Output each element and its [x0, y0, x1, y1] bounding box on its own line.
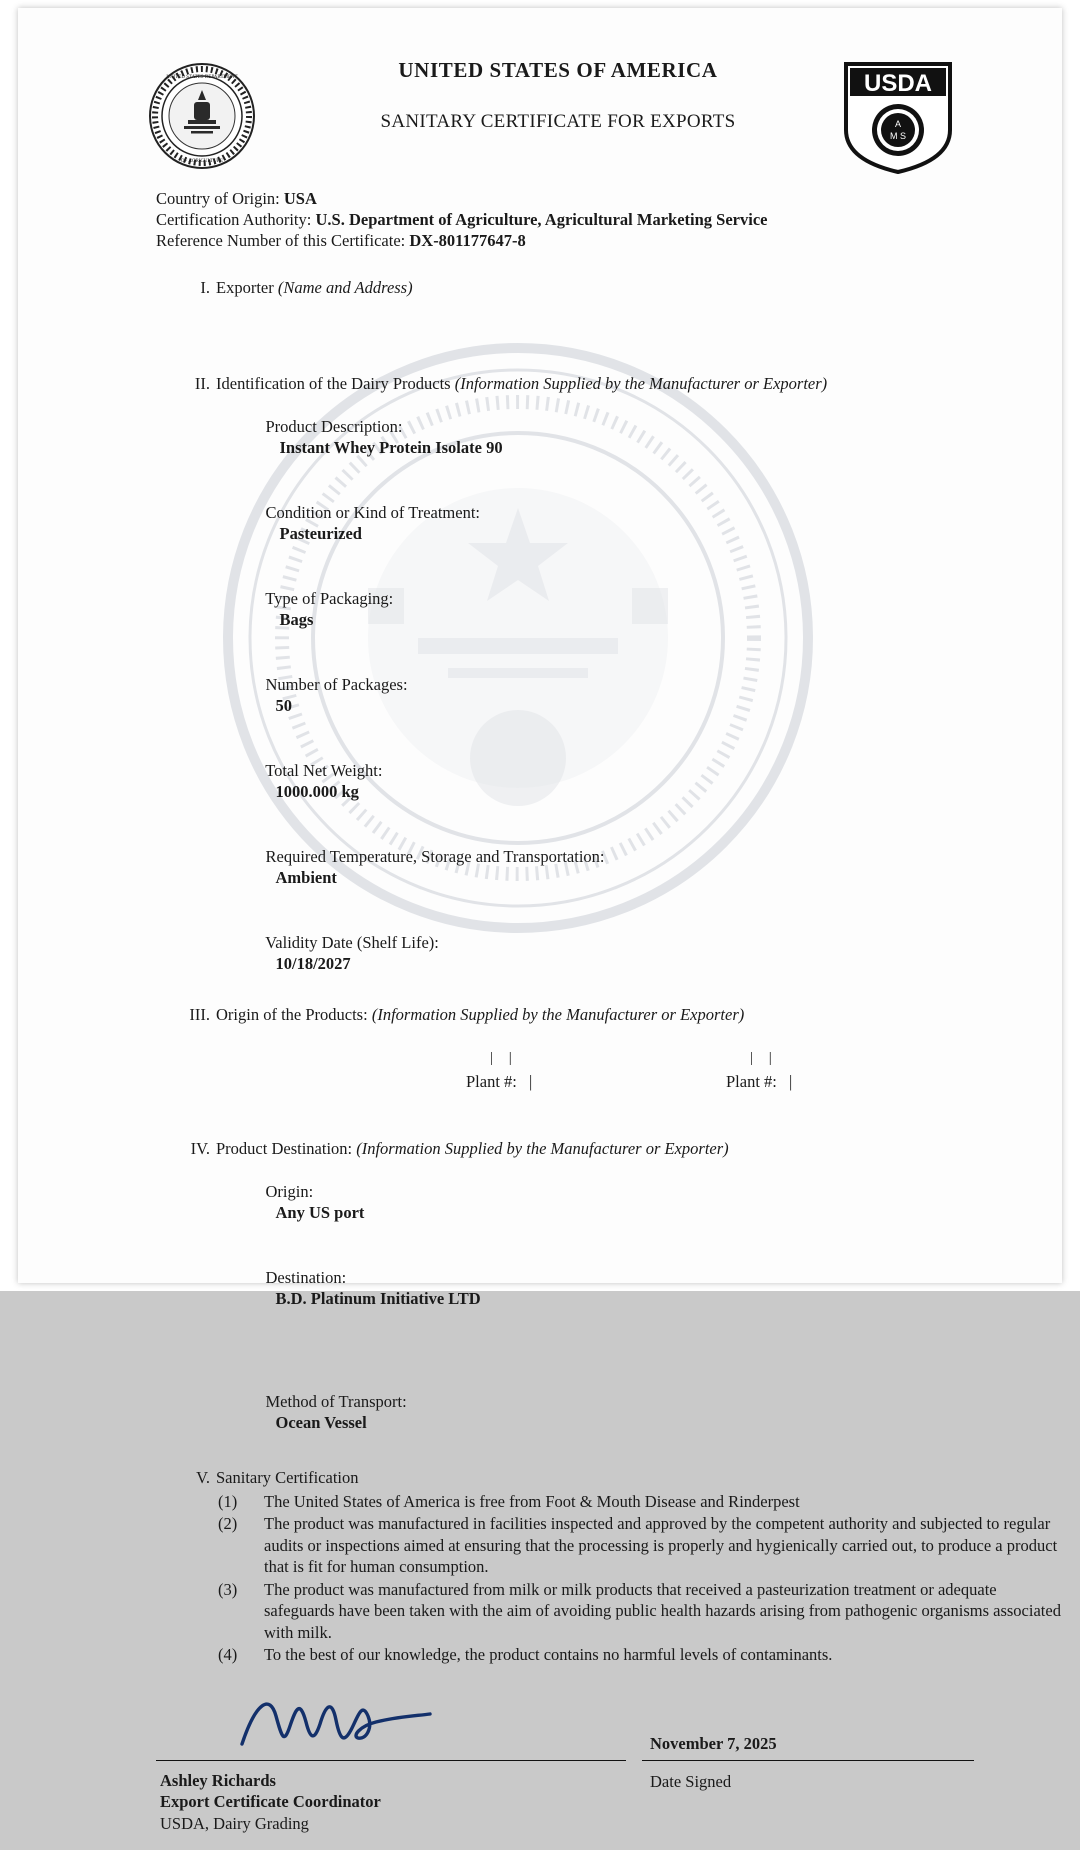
field-label: Certification Authority:	[156, 210, 312, 229]
section-note: (Information Supplied by the Manufacturer or Exporter)	[454, 373, 828, 393]
field-required-temperature	[216, 824, 1062, 910]
field-validity-date	[216, 910, 1062, 996]
section-title: Product Destination:	[216, 1138, 353, 1158]
certification-statement	[218, 1513, 1062, 1578]
section-product-destination	[186, 1138, 1062, 1456]
field-condition-treatment	[216, 480, 1062, 566]
field-destination	[216, 1245, 1062, 1331]
section-title: Exporter	[216, 278, 274, 297]
field-value: Pasteurized	[279, 524, 362, 543]
field-value: U.S. Department of Agriculture, Agricultural Marketing Service	[315, 210, 768, 229]
field-label: Total Net Weight:	[265, 760, 383, 780]
statement-text: The product was manufactured in facilities inspected and approved by the competent authority and subjected to regular audits or inspections aimed at ensuring that the processing is properly and hygienically carried out, to produce a product that is fit for human consumption.	[264, 1514, 1058, 1576]
handwritten-signature-icon	[236, 1682, 436, 1752]
field-product-description	[216, 394, 1062, 480]
section-note: (Information Supplied by the Manufacturer or Exporter)	[371, 1005, 745, 1024]
svg-text:A: A	[894, 119, 902, 129]
section-numeral: IV.	[190, 1138, 210, 1158]
date-signed-value: November 7, 2025	[650, 1733, 777, 1753]
plant-line	[726, 1071, 792, 1093]
section-numeral: V.	[196, 1468, 210, 1487]
field-value: Ocean Vessel	[275, 1413, 367, 1432]
section-numeral: II.	[194, 373, 210, 393]
certificate-paper	[18, 8, 1062, 1833]
field-value: Ambient	[275, 868, 337, 887]
exporter-blank-area	[186, 299, 1062, 373]
field-label: Validity Date (Shelf Life):	[265, 932, 439, 952]
field-value: Instant Whey Protein Isolate 90	[279, 438, 503, 457]
document-header	[18, 44, 1062, 164]
plant-fields	[186, 1048, 1062, 1110]
section-note: (Name and Address)	[277, 278, 413, 297]
signer-office: USDA, Dairy Grading	[160, 1813, 309, 1833]
signer-info	[160, 1770, 381, 1835]
field-value: DX-801177647-8	[409, 231, 526, 250]
section-numeral: I.	[200, 278, 210, 297]
field-value: 50	[275, 696, 292, 715]
field-country-of-origin	[156, 188, 1062, 209]
page-subtitle: SANITARY CERTIFICATE FOR EXPORTS	[380, 111, 736, 132]
field-type-of-packaging	[216, 566, 1062, 652]
field-value: B.D. Platinum Initiative LTD	[275, 1289, 481, 1308]
certification-statement	[218, 1644, 1062, 1666]
section-origin-of-products	[186, 1004, 1062, 1110]
field-origin	[216, 1159, 1062, 1245]
statement-text: The product was manufactured from milk or milk products that received a pasteurization treatment or adequate safeguards have been taken with the aim of avoiding public health hazards arising from pathogenic organisms associated with milk.	[264, 1579, 1061, 1642]
field-certification-authority	[156, 209, 1062, 230]
field-label: Origin:	[265, 1181, 314, 1201]
page-title: UNITED STATES OF AMERICA	[398, 58, 718, 82]
plant-label: Plant #:	[466, 1072, 517, 1091]
section-heading	[186, 1004, 1062, 1026]
plant-bars: | |	[490, 1049, 518, 1066]
field-label: Method of Transport:	[265, 1391, 407, 1411]
statement-number: (1)	[218, 1491, 238, 1511]
signer-role: Export Certificate Coordinator	[160, 1792, 381, 1811]
statement-number: (2)	[218, 1514, 238, 1533]
date-signed-label: Date Signed	[650, 1771, 732, 1791]
section-heading	[186, 1467, 1062, 1489]
section-heading	[186, 373, 1062, 395]
date-line	[642, 1760, 974, 1761]
top-fields	[156, 188, 1062, 251]
field-reference-number	[156, 230, 1062, 251]
document-content	[18, 44, 1062, 1850]
section-identification	[186, 373, 1062, 997]
field-label: Type of Packaging:	[265, 588, 394, 608]
section-title: Origin of the Products:	[216, 1005, 368, 1024]
field-value: 1000.000 kg	[275, 782, 359, 801]
svg-text:M S: M S	[889, 131, 907, 141]
section-numeral: III.	[189, 1005, 210, 1024]
field-label: Condition or Kind of Treatment:	[265, 502, 480, 522]
signature-block	[18, 1700, 1062, 1850]
plant-value: |	[529, 1072, 533, 1091]
statement-number: (3)	[218, 1579, 238, 1599]
identification-fields	[216, 394, 1062, 996]
section-title: Sanitary Certification	[216, 1468, 359, 1487]
destination-fields	[216, 1159, 1062, 1455]
svg-text:UNITED STATES DEPARTMENT: UNITED STATES DEPARTMENT	[166, 75, 238, 80]
section-heading	[186, 1138, 1062, 1160]
statement-text: To the best of our knowledge, the product contains no harmful levels of contaminants.	[264, 1645, 833, 1664]
section-sanitary-certification	[186, 1467, 1062, 1666]
certification-statements	[218, 1491, 1062, 1666]
plant-entry-2	[726, 1048, 792, 1093]
field-label: Product Description:	[265, 416, 403, 436]
signer-name: Ashley Richards	[160, 1770, 276, 1790]
field-value: USA	[283, 189, 317, 208]
field-label: Required Temperature, Storage and Transportation:	[265, 846, 605, 866]
certification-statement	[218, 1491, 1062, 1513]
usda-department-seal-icon	[148, 62, 256, 170]
plant-bars: | |	[750, 1049, 778, 1066]
statement-text: The United States of America is free from Foot & Mouth Disease and Rinderpest	[264, 1491, 800, 1511]
usda-ams-logo-icon	[842, 60, 954, 176]
field-label: Reference Number of this Certificate:	[156, 231, 406, 250]
plant-entry-1	[466, 1048, 532, 1093]
plant-value: |	[789, 1072, 793, 1091]
field-value: 10/18/2027	[275, 954, 351, 973]
svg-text:USDA: USDA	[863, 70, 933, 97]
field-value: Any US port	[275, 1203, 365, 1222]
plant-label: Plant #:	[726, 1072, 777, 1091]
field-label: Destination:	[265, 1267, 347, 1287]
field-method-of-transport	[216, 1369, 1062, 1455]
field-number-of-packages	[216, 652, 1062, 738]
header-titles	[268, 58, 848, 133]
signature-line	[156, 1760, 626, 1761]
field-total-net-weight	[216, 738, 1062, 824]
field-value: Bags	[279, 610, 314, 629]
section-title: Identification of the Dairy Products	[216, 373, 451, 393]
field-label: Country of Origin:	[156, 189, 280, 208]
statement-number: (4)	[218, 1645, 238, 1664]
section-heading	[186, 277, 1062, 299]
field-label: Number of Packages:	[265, 674, 408, 694]
plant-line	[466, 1071, 532, 1093]
certification-statement	[218, 1579, 1062, 1644]
section-note: (Information Supplied by the Manufacturer or Exporter)	[356, 1138, 729, 1158]
section-exporter	[186, 277, 1062, 373]
svg-text:OF AGRICULTURE: OF AGRICULTURE	[180, 159, 224, 164]
